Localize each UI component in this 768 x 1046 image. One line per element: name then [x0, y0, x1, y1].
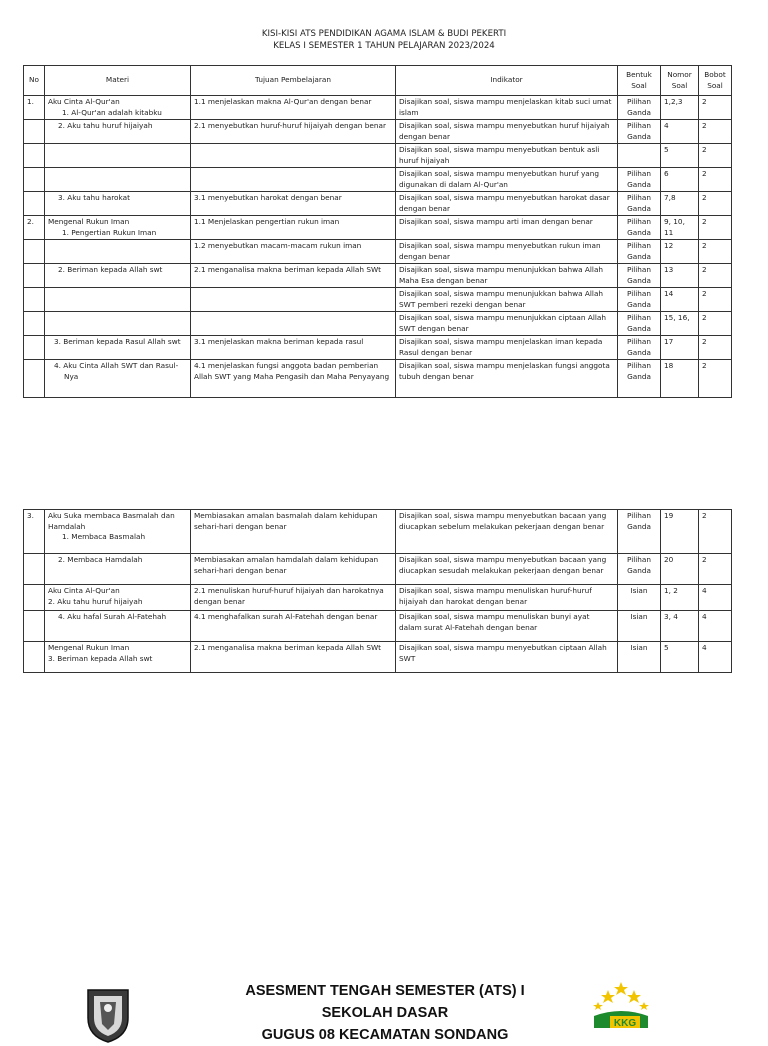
cell-bentuk: Pilihan Ganda	[618, 554, 661, 585]
cell-no	[24, 642, 45, 673]
cell-bobot: 2	[699, 510, 732, 554]
table-row	[24, 312, 732, 336]
table-row	[24, 642, 732, 673]
cell-no: 2.	[24, 216, 45, 240]
cell-bentuk: Pilihan Ganda	[618, 288, 661, 312]
cell-nomor: 7,8	[661, 192, 699, 216]
cell-nomor: 6	[661, 168, 699, 192]
cell-no	[24, 611, 45, 642]
cell-materi	[45, 554, 191, 585]
cell-tujuan: 2.1 menuliskan huruf-huruf hijaiyah dan harokatnya dengan benar	[191, 585, 396, 611]
cell-no	[24, 312, 45, 336]
cell-materi	[45, 264, 191, 288]
document-title	[0, 28, 768, 52]
table-row	[24, 554, 732, 585]
cell-materi	[45, 360, 191, 398]
cell-materi	[45, 312, 191, 336]
cell-bentuk: Pilihan Ganda	[618, 216, 661, 240]
cell-indikator: Disajikan soal, siswa mampu menunjukkan bahwa Allah SWT pemberi rezeki dengan benar	[396, 288, 618, 312]
cell-materi	[45, 144, 191, 168]
materi-topic: Aku Cinta Al-Qur'an	[48, 97, 120, 106]
cell-nomor: 19	[661, 510, 699, 554]
cell-bobot: 2	[699, 168, 732, 192]
cell-materi	[45, 240, 191, 264]
cell-bobot: 2	[699, 312, 732, 336]
cell-bentuk: Pilihan Ganda	[618, 510, 661, 554]
cell-indikator: Disajikan soal, siswa mampu menunjukkan ciptaan Allah SWT dengan benar	[396, 312, 618, 336]
cell-materi	[45, 120, 191, 144]
cell-bobot: 2	[699, 336, 732, 360]
table-row	[24, 120, 732, 144]
table-row	[24, 288, 732, 312]
cell-indikator: Disajikan soal, siswa mampu menyebutkan ciptaan Allah SWT	[396, 642, 618, 673]
cell-nomor: 1,2,3	[661, 96, 699, 120]
cell-no	[24, 554, 45, 585]
cell-indikator: Disajikan soal, siswa mampu menjelaskan iman kepada Rasul dengan benar	[396, 336, 618, 360]
cell-indikator: Disajikan soal, siswa mampu menuliskan huruf-huruf hijaiyah dan harokat dengan benar	[396, 585, 618, 611]
materi-topic: Aku Cinta Al-Qur'an	[48, 586, 120, 595]
cell-bobot: 2	[699, 360, 732, 398]
cell-tujuan: 2.1 menyebutkan huruf-huruf hijaiyah dengan benar	[191, 120, 396, 144]
cell-indikator: Disajikan soal, siswa mampu menyebutkan harokat dasar dengan benar	[396, 192, 618, 216]
cell-bobot: 4	[699, 585, 732, 611]
cell-nomor: 5	[661, 642, 699, 673]
materi-subtopic: 4. Aku Cinta Allah SWT dan Rasul-Nya	[54, 361, 179, 381]
cell-tujuan: Membiasakan amalan hamdalah dalam kehidupan sehari-hari dengan benar	[191, 554, 396, 585]
table-row	[24, 510, 732, 554]
cell-no	[24, 360, 45, 398]
header-bentuk: Bentuk Soal	[618, 66, 661, 96]
cell-materi	[45, 642, 191, 673]
title-line-2: KELAS I SEMESTER 1 TAHUN PELAJARAN 2023/2024	[273, 41, 495, 51]
cell-materi	[45, 192, 191, 216]
cell-tujuan: Membiasakan amalan basmalah dalam kehidupan sehari-hari dengan benar	[191, 510, 396, 554]
cover-page-header	[0, 972, 768, 1043]
materi-subtopic: 1. Membaca Basmalah	[62, 532, 146, 541]
table-header-row	[24, 66, 732, 96]
cell-bobot: 2	[699, 120, 732, 144]
cell-bentuk: Pilihan Ganda	[618, 360, 661, 398]
materi-topic: Mengenal Rukun Iman	[48, 217, 130, 226]
cell-materi	[45, 216, 191, 240]
table-row	[24, 336, 732, 360]
table-row	[24, 611, 732, 642]
table-row	[24, 96, 732, 120]
table-row	[24, 264, 732, 288]
cell-indikator: Disajikan soal, siswa mampu menyebutkan rukun iman dengan benar	[396, 240, 618, 264]
cell-bobot: 2	[699, 96, 732, 120]
materi-subtopic: 2. Aku tahu huruf hijaiyah	[58, 121, 153, 130]
kkg-logo-text: KKG	[613, 1018, 637, 1029]
cell-materi	[45, 611, 191, 642]
cell-materi	[45, 585, 191, 611]
header-materi: Materi	[45, 66, 191, 96]
cell-tujuan: 4.1 menghafalkan surah Al-Fatehah dengan benar	[191, 611, 396, 642]
cover-title-line-2: SEKOLAH DASAR	[321, 1005, 449, 1021]
header-indikator: Indikator	[396, 66, 618, 96]
cell-bentuk: Pilihan Ganda	[618, 120, 661, 144]
materi-topic: Mengenal Rukun Iman	[48, 643, 130, 652]
cell-bobot: 2	[699, 240, 732, 264]
cell-tujuan	[191, 312, 396, 336]
cell-bobot: 4	[699, 611, 732, 642]
cell-bobot: 2	[699, 554, 732, 585]
cell-tujuan: 3.1 menyebutkan harokat dengan benar	[191, 192, 396, 216]
cell-no	[24, 240, 45, 264]
materi-subtopic: 1. Pengertian Rukun Iman	[62, 227, 157, 237]
cell-nomor: 14	[661, 288, 699, 312]
table-row	[24, 192, 732, 216]
cell-nomor: 17	[661, 336, 699, 360]
materi-subtopic: 2. Membaca Hamdalah	[58, 555, 143, 564]
cell-no: 3.	[24, 510, 45, 554]
cell-indikator: Disajikan soal, siswa mampu menuliskan bunyi ayat dalam surat Al-Fatehah dengan benar	[396, 611, 618, 642]
cell-tujuan: 1.1 Menjelaskan pengertian rukun iman	[191, 216, 396, 240]
cell-bentuk: Pilihan Ganda	[618, 168, 661, 192]
cell-materi	[45, 96, 191, 120]
cell-bobot: 2	[699, 216, 732, 240]
cell-bobot: 2	[699, 144, 732, 168]
cover-title-line-3: GUGUS 08 KECAMATAN SONDANG	[261, 1027, 509, 1043]
cell-nomor: 20	[661, 554, 699, 585]
title-line-1: KISI-KISI ATS PENDIDIKAN AGAMA ISLAM & BUDI PEKERTI	[261, 29, 507, 39]
cell-nomor: 18	[661, 360, 699, 398]
header-tujuan: Tujuan Pembelajaran	[191, 66, 396, 96]
cell-no: 1.	[24, 96, 45, 120]
cell-indikator: Disajikan soal, siswa mampu menyebutkan bentuk asli huruf hijaiyah	[396, 144, 618, 168]
cell-nomor: 13	[661, 264, 699, 288]
table-row	[24, 216, 732, 240]
cell-no	[24, 144, 45, 168]
cell-indikator: Disajikan soal, siswa mampu arti iman dengan benar	[396, 216, 618, 240]
cell-bentuk: Pilihan Ganda	[618, 336, 661, 360]
cell-no	[24, 192, 45, 216]
cell-bobot: 4	[699, 642, 732, 673]
cell-tujuan: 1.1 menjelaskan makna Al-Qur'an dengan benar	[191, 96, 396, 120]
cell-tujuan: 1.2 menyebutkan macam-macam rukun iman	[191, 240, 396, 264]
kisi-kisi-table-2	[23, 509, 732, 673]
cell-tujuan: 4.1 menjelaskan fungsi anggota badan pemberian Allah SWT yang Maha Pengasih dan Maha Penyayang	[191, 360, 396, 398]
cell-bentuk: Pilihan Ganda	[618, 312, 661, 336]
cell-nomor: 3, 4	[661, 611, 699, 642]
cell-tujuan: 3.1 menjelaskan makna beriman kepada rasul	[191, 336, 396, 360]
materi-subtopic: 2. Aku tahu huruf hijaiyah	[48, 596, 143, 606]
cell-indikator: Disajikan soal, siswa mampu menyebutkan huruf yang digunakan di dalam Al-Qur'an	[396, 168, 618, 192]
cell-nomor: 4	[661, 120, 699, 144]
materi-subtopic: 2. Beriman kepada Allah swt	[58, 265, 163, 274]
materi-subtopic: 4. Aku hafal Surah Al-Fatehah	[58, 612, 167, 621]
materi-subtopic: 3. Aku tahu harokat	[58, 193, 130, 202]
cell-no	[24, 168, 45, 192]
cell-no	[24, 288, 45, 312]
cell-bentuk: Isian	[618, 611, 661, 642]
cell-bentuk: Pilihan Ganda	[618, 96, 661, 120]
cell-nomor: 5	[661, 144, 699, 168]
header-nomor: Nomor Soal	[661, 66, 699, 96]
materi-subtopic: 1. Al-Qur'an adalah kitabku	[62, 107, 162, 117]
cell-tujuan: 2.1 menganalisa makna beriman kepada Allah SWt	[191, 642, 396, 673]
cell-nomor: 1, 2	[661, 585, 699, 611]
cell-indikator: Disajikan soal, siswa mampu menunjukkan bahwa Allah Maha Esa dengan benar	[396, 264, 618, 288]
cell-no	[24, 336, 45, 360]
table-row	[24, 168, 732, 192]
cell-materi	[45, 510, 191, 554]
table-row	[24, 360, 732, 398]
cell-materi	[45, 168, 191, 192]
cell-no	[24, 585, 45, 611]
cell-bobot: 2	[699, 264, 732, 288]
table-row	[24, 240, 732, 264]
cell-nomor: 9, 10, 11	[661, 216, 699, 240]
cell-bentuk: Pilihan Ganda	[618, 192, 661, 216]
regency-emblem-icon	[80, 984, 136, 1044]
cell-bentuk: Pilihan Ganda	[618, 264, 661, 288]
cell-tujuan	[191, 144, 396, 168]
header-bobot: Bobot Soal	[699, 66, 732, 96]
cell-no	[24, 264, 45, 288]
materi-topic: Aku Suka membaca Basmalah dan Hamdalah	[48, 511, 175, 531]
cell-indikator: Disajikan soal, siswa mampu menjelaskan kitab suci umat islam	[396, 96, 618, 120]
cell-nomor: 15, 16,	[661, 312, 699, 336]
cell-indikator: Disajikan soal, siswa mampu menyebutkan huruf hijaiyah dengan benar	[396, 120, 618, 144]
cell-bentuk: Isian	[618, 585, 661, 611]
cell-tujuan	[191, 288, 396, 312]
cell-tujuan: 2.1 menganalisa makna beriman kepada Allah SWt	[191, 264, 396, 288]
cell-nomor: 12	[661, 240, 699, 264]
materi-subtopic: 3. Beriman kepada Rasul Allah swt	[54, 337, 181, 346]
table-row	[24, 144, 732, 168]
cell-no	[24, 120, 45, 144]
table-row	[24, 585, 732, 611]
cell-tujuan	[191, 168, 396, 192]
cell-materi	[45, 288, 191, 312]
cell-materi	[45, 336, 191, 360]
kkg-logo-icon	[588, 976, 654, 1036]
cell-bentuk	[618, 144, 661, 168]
cell-indikator: Disajikan soal, siswa mampu menyebutkan bacaan yang diucapkan sebelum melakukan pekerjaan dengan benar	[396, 510, 618, 554]
cell-bentuk: Isian	[618, 642, 661, 673]
header-no: No	[24, 66, 45, 96]
cell-indikator: Disajikan soal, siswa mampu menjelaskan fungsi anggota tubuh dengan benar	[396, 360, 618, 398]
cell-bobot: 2	[699, 288, 732, 312]
cell-indikator: Disajikan soal, siswa mampu menyebutkan bacaan yang diucapkan sesudah melakukan pekerjaan dengan benar	[396, 554, 618, 585]
materi-subtopic: 3. Beriman kepada Allah swt	[48, 653, 153, 663]
cover-title	[230, 980, 540, 1046]
cover-title-line-1: ASESMENT TENGAH SEMESTER (ATS) I	[245, 983, 525, 999]
kisi-kisi-table-1	[23, 65, 732, 398]
cell-bentuk: Pilihan Ganda	[618, 240, 661, 264]
cell-bobot: 2	[699, 192, 732, 216]
